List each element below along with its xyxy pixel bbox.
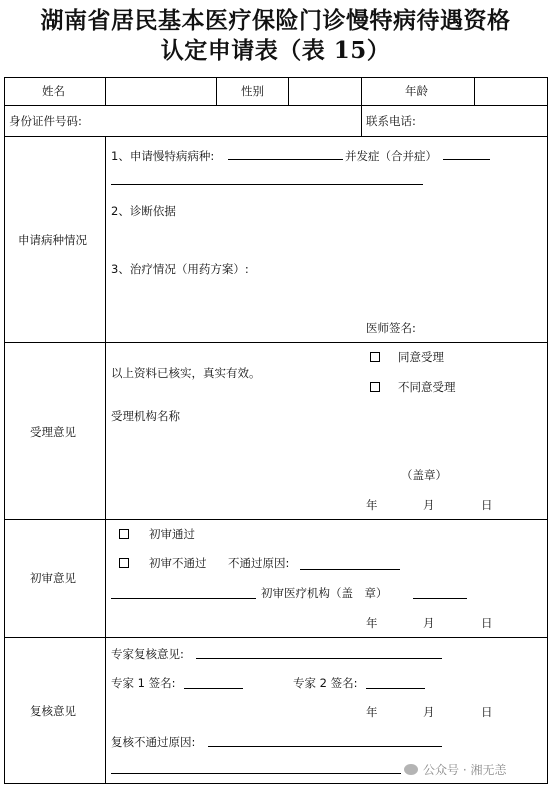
form-title-line-2: 认定申请表（表 15） [160, 37, 391, 64]
acceptance-day-label: 日 [481, 498, 493, 512]
agency-name-label: 受理机构名称 [111, 409, 180, 423]
disease-label: 1、申请慢特病病种: [111, 149, 215, 163]
seal-label: （盖章） [401, 468, 447, 482]
fail-reason-label: 不通过原因: [228, 556, 290, 570]
expert1-sign-blank[interactable] [184, 688, 243, 689]
disagree-label: 不同意受理 [398, 380, 456, 394]
expert-opinion-blank[interactable] [196, 658, 442, 659]
final-fail-reason-label: 复核不通过原因: [111, 735, 196, 749]
acceptance-year-label: 年 [366, 498, 378, 512]
expert2-sign-blank[interactable] [366, 688, 425, 689]
final-fail-reason-blank[interactable] [208, 746, 442, 747]
fail-checkbox[interactable] [119, 558, 129, 568]
initial-agency-blank[interactable] [413, 598, 467, 599]
disease-blank[interactable] [228, 159, 343, 160]
form-title-line-1: 湖南省居民基本医疗保险门诊慢特病待遇资格 [40, 7, 511, 34]
pass-label: 初审通过 [149, 527, 195, 541]
id-number-label: 身份证件号码: [9, 114, 82, 128]
diagnosis-label: 2、诊断依据 [111, 204, 176, 218]
verified-text: 以上资料已核实，真实有效。 [111, 366, 261, 380]
acceptance-month-label: 月 [423, 498, 435, 512]
final-year-label: 年 [366, 705, 378, 719]
age-label: 年龄 [405, 84, 428, 98]
disease-continuation-blank[interactable] [111, 184, 423, 185]
acceptance-section-label: 受理意见 [30, 425, 76, 439]
initial-review-blank[interactable] [111, 598, 256, 599]
doctor-sign-label: 医师签名: [366, 321, 416, 335]
initial-day-label: 日 [481, 616, 493, 630]
phone-label: 联系电话: [366, 114, 416, 128]
initial-review-section-label: 初审意见 [30, 571, 76, 585]
initial-agency-label: 初审医疗机构（盖 章） [261, 586, 388, 600]
initial-year-label: 年 [366, 616, 378, 630]
pass-checkbox[interactable] [119, 529, 129, 539]
expert1-sign-label: 专家 1 签名: [111, 676, 176, 690]
disagree-checkbox[interactable] [370, 382, 380, 392]
final-fail-reason-continuation-blank[interactable] [111, 773, 401, 774]
initial-month-label: 月 [423, 616, 435, 630]
agree-checkbox[interactable] [370, 352, 380, 362]
name-label: 姓名 [42, 84, 65, 98]
fail-reason-blank[interactable] [300, 569, 400, 570]
final-month-label: 月 [423, 705, 435, 719]
fail-label: 初审不通过 [149, 556, 207, 570]
expert2-sign-label: 专家 2 签名: [293, 676, 358, 690]
gender-label: 性别 [241, 84, 264, 98]
complication-label: 并发症（合并症） [345, 149, 437, 163]
final-review-section-label: 复核意见 [30, 704, 76, 718]
watermark [404, 761, 506, 778]
complication-blank[interactable] [443, 159, 490, 160]
application-section-label: 申请病种情况 [18, 233, 87, 247]
watermark-text: 公众号 · 湘无恙 [423, 763, 507, 777]
agree-label: 同意受理 [398, 350, 444, 364]
expert-opinion-label: 专家复核意见: [111, 647, 184, 661]
treatment-label: 3、治疗情况（用药方案）: [111, 262, 249, 276]
final-day-label: 日 [481, 705, 493, 719]
wechat-icon [404, 764, 418, 775]
